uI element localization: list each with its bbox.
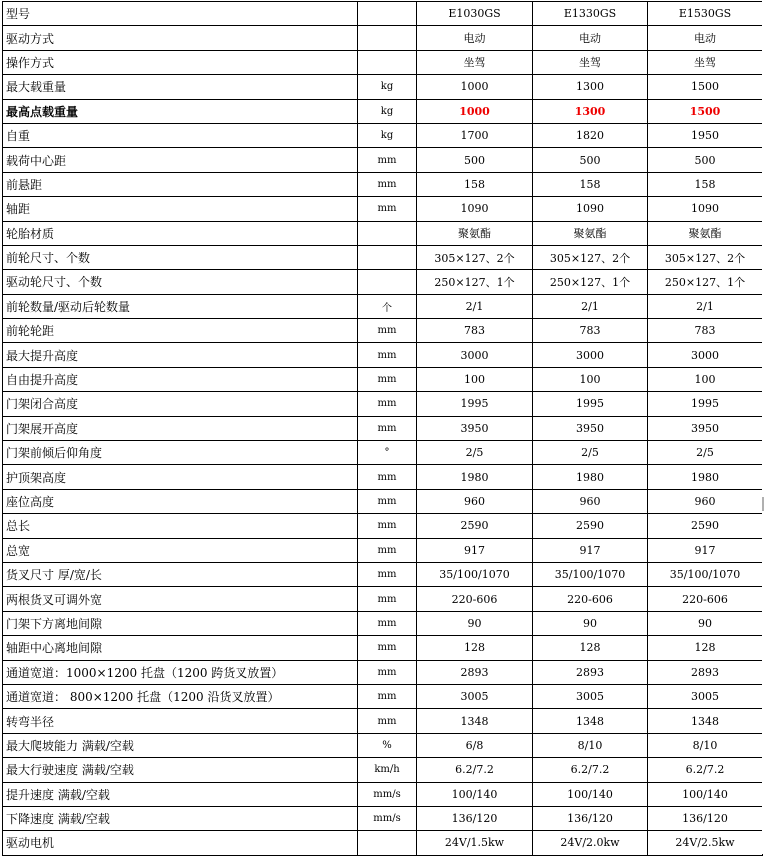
spec-name-cell: 自重 [3,123,358,147]
spec-unit-cell: mm [358,660,417,684]
spec-name-cell: 总长 [3,514,358,538]
spec-value-cell: 1000 [417,75,533,99]
spec-unit-cell [358,831,417,855]
spec-unit-cell: mm [358,562,417,586]
spec-row [3,514,763,538]
spec-value-cell: 坐驾 [533,50,648,74]
spec-value-cell: 8/10 [533,733,648,757]
spec-unit-cell: ° [358,441,417,465]
spec-value-cell: 136/120 [533,806,648,830]
spec-value-cell: 158 [417,172,533,196]
spec-name-cell: 最大载重量 [3,75,358,99]
spec-row [3,343,763,367]
spec-value-cell: 35/100/1070 [417,562,533,586]
spec-value-cell: 305×127、2个 [417,245,533,269]
spec-row [3,709,763,733]
spec-name-cell: 型号 [3,2,358,26]
spec-value-cell: E1330GS [533,2,648,26]
spec-value-cell: E1530GS [648,2,763,26]
spec-value-cell: 250×127、1个 [417,270,533,294]
spec-unit-cell: mm/s [358,806,417,830]
spec-name-cell: 前轮数量/驱动后轮数量 [3,294,358,318]
spec-value-cell: 2590 [417,514,533,538]
spec-value-cell: 1995 [648,392,763,416]
spec-value-cell: 960 [417,489,533,513]
spec-value-cell: 2893 [533,660,648,684]
spec-row [3,50,763,74]
spec-value-cell: 2893 [648,660,763,684]
spec-value-cell: 6.2/7.2 [533,758,648,782]
spec-value-cell: E1030GS [417,2,533,26]
spec-value-cell: 3005 [417,684,533,708]
spec-value-cell: 3005 [533,684,648,708]
spec-row [3,2,763,26]
spec-unit-cell: mm [358,587,417,611]
spec-value-cell: 坐驾 [417,50,533,74]
spec-unit-cell [358,2,417,26]
spec-table-body [3,2,763,856]
spec-unit-cell: mm [358,489,417,513]
spec-value-cell: 1500 [648,75,763,99]
spec-row [3,441,763,465]
spec-unit-cell [358,50,417,74]
spec-row [3,465,763,489]
spec-name-cell: 通道宽道：1000×1200 托盘（1200 跨货叉放置） [3,660,358,684]
spec-value-cell: 2/1 [648,294,763,318]
spec-value-cell: 1995 [417,392,533,416]
spec-value-cell: 聚氨酯 [533,221,648,245]
spec-value-cell: 24V/1.5kw [417,831,533,855]
spec-value-cell: 100/140 [417,782,533,806]
spec-unit-cell: mm [358,514,417,538]
spec-name-cell: 门架下方离地间隙 [3,611,358,635]
spec-value-cell: 2/1 [533,294,648,318]
spec-row [3,270,763,294]
spec-row [3,148,763,172]
spec-value-cell: 电动 [417,26,533,50]
spec-value-cell: 6.2/7.2 [648,758,763,782]
spec-unit-cell: km/h [358,758,417,782]
spec-name-cell: 最大行驶速度 满载/空载 [3,758,358,782]
spec-value-cell: 500 [417,148,533,172]
spec-unit-cell: % [358,733,417,757]
spec-name-cell: 门架展开高度 [3,416,358,440]
spec-name-cell: 座位高度 [3,489,358,513]
spec-value-cell: 90 [648,611,763,635]
spec-unit-cell: mm [358,611,417,635]
spec-value-cell: 聚氨酯 [417,221,533,245]
spec-name-cell: 操作方式 [3,50,358,74]
spec-row [3,75,763,99]
spec-name-cell: 转弯半径 [3,709,358,733]
spec-name-cell: 轴距中心离地间隙 [3,636,358,660]
spec-row [3,782,763,806]
spec-value-cell: 电动 [533,26,648,50]
spec-value-cell: 3000 [533,343,648,367]
spec-unit-cell: mm [358,172,417,196]
spec-row [3,294,763,318]
spec-value-cell: 1820 [533,123,648,147]
spec-unit-cell: mm/s [358,782,417,806]
spec-row [3,806,763,830]
spec-name-cell: 护顶架高度 [3,465,358,489]
spec-value-cell: 3005 [648,684,763,708]
spec-value-cell: 1348 [417,709,533,733]
spec-value-cell: 128 [417,636,533,660]
spec-value-cell: 1950 [648,123,763,147]
spec-name-cell: 前轮尺寸、个数 [3,245,358,269]
spec-unit-cell [358,221,417,245]
spec-value-cell: 100/140 [648,782,763,806]
spec-value-cell: 1500 [648,99,763,123]
spec-value-cell: 1300 [533,75,648,99]
spec-unit-cell: kg [358,99,417,123]
spec-value-cell: 3950 [648,416,763,440]
spec-name-cell: 门架闭合高度 [3,392,358,416]
spec-row [3,538,763,562]
spec-value-cell: 35/100/1070 [648,562,763,586]
spec-name-cell: 两根货叉可调外宽 [3,587,358,611]
spec-unit-cell: mm [358,709,417,733]
spec-name-cell: 提升速度 满载/空载 [3,782,358,806]
spec-name-cell: 前悬距 [3,172,358,196]
spec-value-cell: 1348 [533,709,648,733]
spec-value-cell: 1995 [533,392,648,416]
spec-row [3,489,763,513]
spec-row [3,197,763,221]
spec-value-cell: 24V/2.5kw [648,831,763,855]
spec-value-cell: 1090 [648,197,763,221]
spec-name-cell: 最大提升高度 [3,343,358,367]
spec-value-cell: 3950 [417,416,533,440]
spec-value-cell: 1300 [533,99,648,123]
spec-row [3,123,763,147]
spec-value-cell: 250×127、1个 [648,270,763,294]
spec-value-cell: 500 [648,148,763,172]
spec-row [3,221,763,245]
spec-unit-cell: mm [358,538,417,562]
spec-name-cell: 驱动轮尺寸、个数 [3,270,358,294]
spec-value-cell: 500 [533,148,648,172]
spec-value-cell: 90 [533,611,648,635]
spec-name-cell: 前轮轮距 [3,319,358,343]
spec-row [3,587,763,611]
spec-value-cell: 917 [648,538,763,562]
spec-row [3,831,763,855]
spec-unit-cell: mm [358,416,417,440]
spec-value-cell: 2/5 [533,441,648,465]
spec-value-cell: 136/120 [648,806,763,830]
spec-value-cell: 1700 [417,123,533,147]
spec-value-cell: 100/140 [533,782,648,806]
spec-value-cell: 坐驾 [648,50,763,74]
spec-value-cell: 1980 [533,465,648,489]
spec-value-cell: 960 [533,489,648,513]
spec-name-cell: 最高点载重量 [3,99,358,123]
spec-name-cell: 驱动电机 [3,831,358,855]
spec-value-cell: 128 [533,636,648,660]
spec-value-cell: 783 [648,319,763,343]
spec-name-cell: 门架前倾后仰角度 [3,441,358,465]
spec-row [3,660,763,684]
spec-unit-cell: mm [358,636,417,660]
spec-unit-cell: mm [358,148,417,172]
spec-row [3,392,763,416]
spec-name-cell: 自由提升高度 [3,367,358,391]
spec-row [3,758,763,782]
spec-value-cell: 3950 [533,416,648,440]
spec-row [3,26,763,50]
spec-row [3,636,763,660]
spec-name-cell: 轴距 [3,197,358,221]
spec-table [2,1,763,856]
spec-value-cell: 2590 [648,514,763,538]
spec-value-cell: 158 [533,172,648,196]
spec-value-cell: 6.2/7.2 [417,758,533,782]
spec-value-cell: 3000 [417,343,533,367]
spec-value-cell: 1000 [417,99,533,123]
spec-value-cell: 1980 [417,465,533,489]
spec-value-cell: 1090 [417,197,533,221]
spec-row [3,611,763,635]
spec-row [3,416,763,440]
spec-row [3,684,763,708]
spec-value-cell: 聚氨酯 [648,221,763,245]
spec-value-cell: 100 [417,367,533,391]
spec-value-cell: 305×127、2个 [648,245,763,269]
spec-unit-cell: kg [358,123,417,147]
spec-value-cell: 128 [648,636,763,660]
spec-value-cell: 100 [648,367,763,391]
spec-name-cell: 总宽 [3,538,358,562]
spec-value-cell: 3000 [648,343,763,367]
spec-name-cell: 货叉尺寸 厚/宽/长 [3,562,358,586]
spec-row [3,99,763,123]
spec-value-cell: 960 [648,489,763,513]
spec-value-cell: 2590 [533,514,648,538]
spec-value-cell: 305×127、2个 [533,245,648,269]
spec-value-cell: 783 [417,319,533,343]
spec-value-cell: 24V/2.0kw [533,831,648,855]
spec-name-cell: 驱动方式 [3,26,358,50]
spec-unit-cell [358,245,417,269]
spec-unit-cell [358,270,417,294]
spec-name-cell: 下降速度 满载/空载 [3,806,358,830]
spec-value-cell: 917 [417,538,533,562]
spec-unit-cell [358,26,417,50]
spec-value-cell: 136/120 [417,806,533,830]
spec-row [3,562,763,586]
spec-value-cell: 250×127、1个 [533,270,648,294]
spec-value-cell: 8/10 [648,733,763,757]
spec-value-cell: 1348 [648,709,763,733]
spec-value-cell: 917 [533,538,648,562]
spec-value-cell: 220-606 [648,587,763,611]
spec-row [3,245,763,269]
spec-row [3,172,763,196]
spec-name-cell: 载荷中心距 [3,148,358,172]
spec-value-cell: 2/5 [648,441,763,465]
spec-name-cell: 轮胎材质 [3,221,358,245]
spec-unit-cell: kg [358,75,417,99]
spec-unit-cell: mm [358,197,417,221]
spec-name-cell: 通道宽道： 800×1200 托盘（1200 沿货叉放置） [3,684,358,708]
spec-unit-cell: mm [358,684,417,708]
spec-value-cell: 1980 [648,465,763,489]
spec-name-cell: 最大爬坡能力 满载/空载 [3,733,358,757]
spec-unit-cell: mm [358,465,417,489]
spec-value-cell: 100 [533,367,648,391]
spec-value-cell: 220-606 [533,587,648,611]
spec-value-cell: 2893 [417,660,533,684]
spec-unit-cell: mm [358,367,417,391]
spec-row [3,319,763,343]
spec-unit-cell: mm [358,319,417,343]
spec-row [3,733,763,757]
spec-row [3,367,763,391]
spec-unit-cell: 个 [358,294,417,318]
spec-value-cell: 90 [417,611,533,635]
spec-value-cell: 2/5 [417,441,533,465]
spec-value-cell: 158 [648,172,763,196]
spec-value-cell: 2/1 [417,294,533,318]
spec-unit-cell: mm [358,392,417,416]
spec-value-cell: 电动 [648,26,763,50]
spec-unit-cell: mm [358,343,417,367]
spec-value-cell: 783 [533,319,648,343]
spec-value-cell: 1090 [533,197,648,221]
spec-value-cell: 6/8 [417,733,533,757]
spec-value-cell: 35/100/1070 [533,562,648,586]
spec-value-cell: 220-606 [417,587,533,611]
